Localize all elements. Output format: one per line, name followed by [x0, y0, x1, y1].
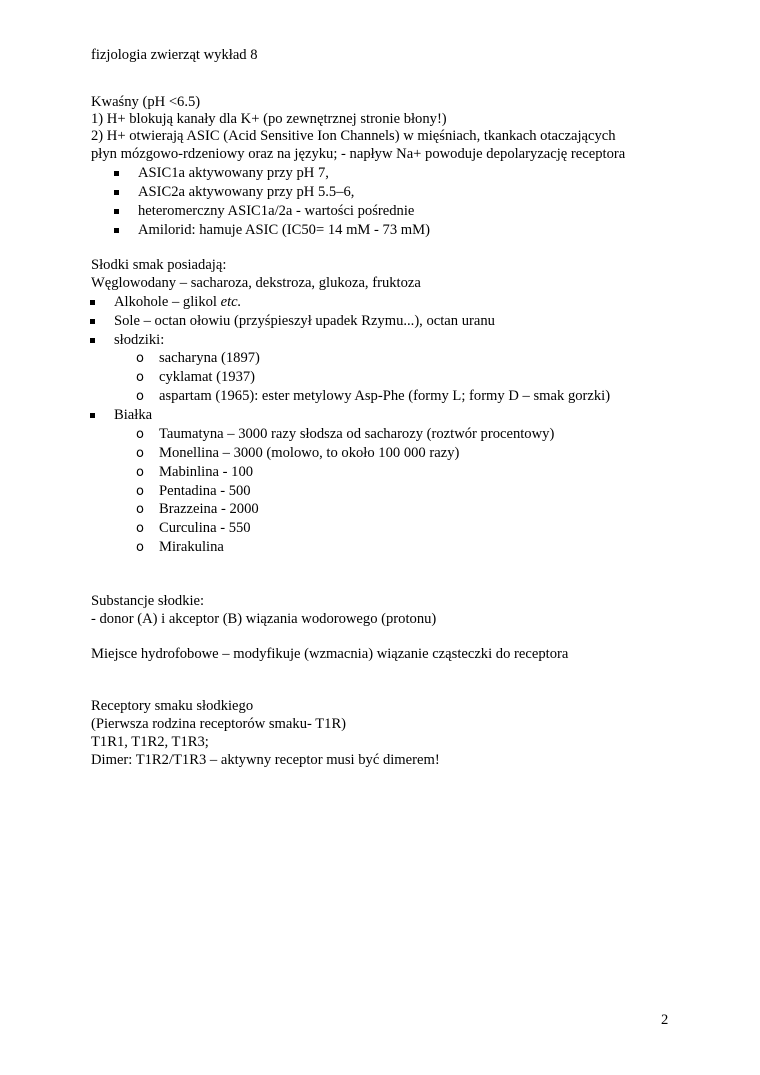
receptors-title: Receptory smaku słodkiego — [91, 698, 254, 714]
sweetener-item: o sacharyna (1897) — [159, 349, 260, 368]
protein-item: o Taumatyna – 3000 razy słodsza od sacharozy (roztwór procentowy) — [159, 425, 554, 444]
receptors-line-2: T1R1, T1R2, T1R3; — [91, 734, 209, 750]
protein-item: o Mabinlina - 100 — [159, 463, 253, 482]
substances-title: Substancje słodkie: — [91, 593, 205, 609]
protein-item: o Curculina - 550 — [159, 519, 251, 538]
sour-bullet: ASIC1a aktywowany przy pH 7, — [138, 165, 329, 181]
sour-line-2b: płyn mózgowo-rdzeniowy oraz na języku; - napływ Na+ powoduje depolaryzację receptora — [91, 146, 626, 162]
protein-item: o Pentadina - 500 — [159, 482, 251, 501]
sour-line-1: 1) H+ blokują kanały dla K+ (po zewnętrznej stronie błony!) — [91, 111, 447, 127]
alcohols-text: Alkohole – glikol — [114, 294, 221, 310]
sweetener-item: o aspartam (1965): ester metylowy Asp-Phe (formy L; formy D – smak gorzki) — [159, 387, 610, 406]
sour-bullet: ASIC2a aktywowany przy pH 5.5–6, — [138, 184, 355, 200]
sour-title: Kwaśny (pH <6.5) — [91, 94, 201, 110]
hydrophobic-line: Miejsce hydrofobowe – modyfikuje (wzmacnia) wiązanie cząsteczki do receptora — [91, 646, 569, 662]
page-number: 2 — [661, 1012, 669, 1028]
sweet-bullet-proteins: Białka — [114, 407, 153, 423]
sweet-bullet-alcohols — [114, 293, 241, 312]
sweet-carbs: Węglowodany – sacharoza, dekstroza, glukoza, fruktoza — [91, 275, 421, 291]
sweet-bullet-salts: Sole – octan ołowiu (przyśpieszył upadek Rzymu...), octan uranu — [114, 313, 495, 329]
sour-bullet: heteromerczny ASIC1a/2a - wartości pośrednie — [138, 203, 415, 219]
receptors-line-1: (Pierwsza rodzina receptorów smaku- T1R) — [91, 716, 347, 732]
sour-bullet: Amilorid: hamuje ASIC (IC50= 14 mM - 73 mM) — [138, 222, 430, 238]
page-header: fizjologia zwierząt wykład 8 — [91, 47, 258, 63]
sour-line-2a: 2) H+ otwierają ASIC (Acid Sensitive Ion Channels) w mięśniach, tkankach otaczających — [91, 128, 616, 144]
sweetener-item: o cyklamat (1937) — [159, 368, 255, 387]
sweet-title: Słodki smak posiadają: — [91, 257, 227, 273]
protein-item: o Brazzeina - 2000 — [159, 500, 259, 519]
alcohols-etc: etc. — [220, 294, 242, 310]
protein-item: o Mirakulina — [159, 538, 224, 557]
receptors-line-3: Dimer: T1R2/T1R3 – aktywny receptor musi być dimerem! — [91, 752, 440, 768]
protein-item: o Monellina – 3000 (molowo, to około 100 000 razy) — [159, 444, 459, 463]
substances-line: - donor (A) i akceptor (B) wiązania wodorowego (protonu) — [91, 611, 437, 627]
sweet-bullet-sweeteners: słodziki: — [114, 332, 165, 348]
